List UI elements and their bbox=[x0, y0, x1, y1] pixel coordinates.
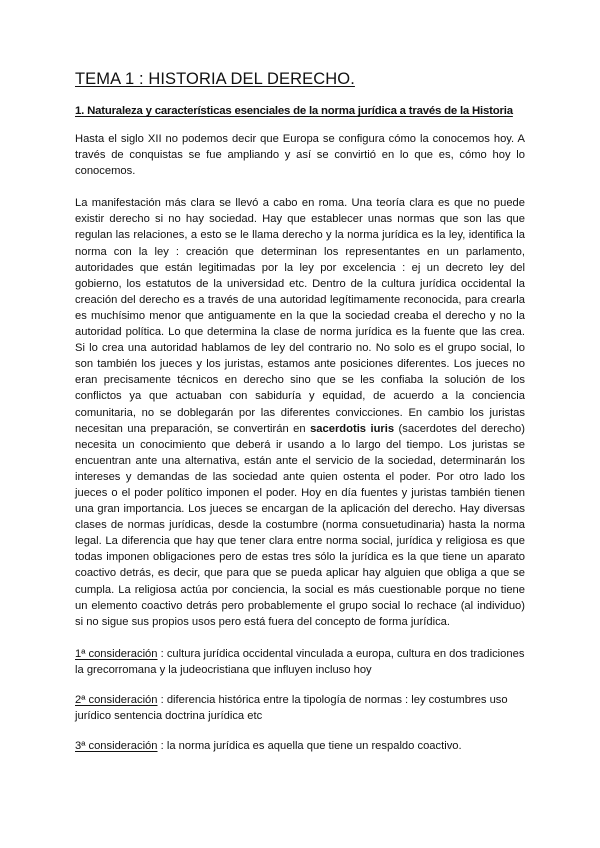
consideration-2-label: 2ª consideración bbox=[75, 694, 158, 706]
consideration-1 bbox=[75, 646, 525, 678]
consideration-3-label: 3ª consideración bbox=[75, 740, 158, 753]
consideration-1-text: : cultura jurídica occidental vinculada a europa, cultura en dos tradiciones la grecorromana y la judeocristiana que influyen incluso hoy bbox=[75, 647, 525, 676]
main-paragraph-text-2: (sacerdotes del derecho) necesita un conocimiento que deberá ir usando a lo largo del tiempo. Los juristas se encuentran ante una alternativa, están ante el servicio de la sociedad, determinarán los intereses y demandas de las sociedad ante quien ostenta el poder. Por otro lado los jueces o el poder político imponen el poder. Hoy en día fuentes y juristas también tienen una gran importancia. Los jueces se encargan de la aplicación del derecho. Hay diversas clases de normas jurídicas, desde la costumbre (norma consuetudinaria) hasta la norma legal. La diferencia que hay que tener clara entre norma social, jurídica y religiosa es que todas imponen obligaciones pero de estas tres sólo la jurídica es la que tiene un aparato coactivo detrás, es decir, que para que se pueda aplicar hay alguien que obliga a que se cumpla. La religiosa actúa por conciencia, la social es más cuestionable porque no tiene un elemento coactivo detrás pero probablemente el grupo social lo rechace (al individuo) si no sigue sus propios usos pero está fuera del concepto de forma jurídica. bbox=[75, 422, 525, 628]
consideration-2 bbox=[75, 692, 525, 724]
consideration-2-text: : diferencia histórica entre la tipología de normas : ley costumbres uso jurídico sentencia doctrina jurídica etc bbox=[75, 694, 508, 723]
consideration-3-text: : la norma jurídica es aquella que tiene un respaldo coactivo. bbox=[157, 740, 462, 753]
document-title: TEMA 1 : HISTORIA DEL DERECHO. bbox=[75, 70, 355, 88]
intro-paragraph: Hasta el siglo XII no podemos decir que Europa se configura cómo la conocemos hoy. A través de conquistas se fue ampliando y así se convirtió en lo que es, cómo hoy lo conocemos. bbox=[75, 133, 525, 178]
sacerdotis-iuris-term: sacerdotis iuris bbox=[310, 422, 395, 435]
main-paragraph bbox=[75, 195, 525, 630]
consideration-1-label: 1ª consideración bbox=[75, 647, 158, 660]
main-paragraph-text-1: La manifestación más clara se llevó a cabo en roma. Una teoría clara es que no puede existir derecho si no hay sociedad. Hay que establecer unas normas que son las que regulan las relaciones, a esto se le llama derecho y la norma jurídica es la ley, identifica la norma con la ley : creación que determinan los representantes en un parlamento, autoridades que están legitimadas por la ley por excelencia : ej un decreto ley del gobierno, los estatutos de la universidad etc. Dentro de la cultura jurídica occidental la creación del derecho es a través de una autoridad legítimamente reconocida, para crearla es muchísimo menor que antiguamente en la que la sociedad creaba el derecho y no la autoridad política. Lo que determina la clase de norma jurídica es la fuente que las crea. Si lo crea una autoridad hablamos de ley del contrario no. No solo es el grupo social, lo son también los jueces y los juristas, estamos ante posiciones diferentes. Los jueces no eran precisamente técnicos en derecho sino que se les confiaba la solución de los conflictos ya que actuaban con sabiduría y equidad, de acuerdo a la conciencia comunitaria, no se doblegarán por las diferentes convicciones. En cambio los juristas necesitan una preparación, se convertirán en bbox=[75, 197, 525, 435]
consideration-3 bbox=[75, 738, 525, 754]
section-heading: 1. Naturaleza y características esenciales de la norma jurídica a través de la Historia bbox=[75, 105, 513, 117]
